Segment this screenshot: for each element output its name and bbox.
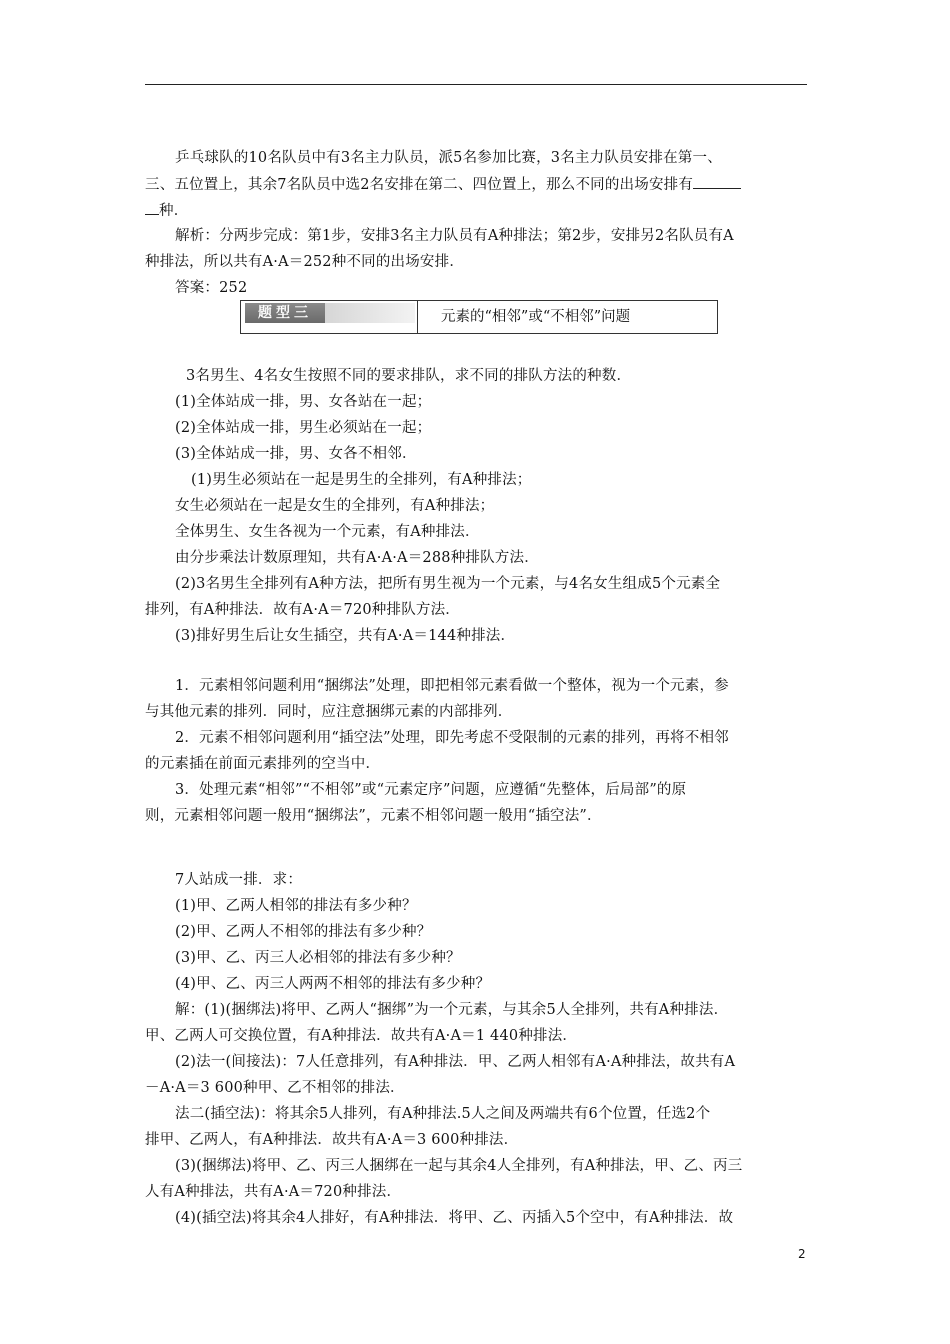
section-banner [240, 300, 718, 334]
note2-line2: 的元素插在前面元素排列的空当中． [145, 756, 381, 772]
note2-line1: 2．元素不相邻问题利用“插空法”处理，即先考虑不受限制的元素的排列，再将不相邻 [175, 730, 729, 746]
problem1-line2-text: 三、五位置上，其余7名队员中选2名安排在第二、四位置上，那么不同的出场安排有 [145, 177, 694, 193]
problem1-line2 [145, 174, 741, 195]
example-s1-line4: 由分步乘法计数原理知，共有A·A·A＝288种排队方法． [175, 550, 539, 566]
practice-a3-line1: (3)(捆绑法)将甲、乙、丙三人捆绑在一起与其余4人全排列，有A种排法，甲、乙、丙三 [175, 1158, 743, 1174]
note1-line1: 1．元素相邻问题利用“捆绑法”处理，即把相邻元素看做一个整体，视为一个元素，参 [175, 678, 729, 694]
practice-q4: (4)甲、乙、丙三人两两不相邻的排法有多少种？ [175, 976, 491, 992]
answer-blank-cont [145, 200, 159, 215]
header-rule [145, 84, 807, 85]
practice-a2-line1: (2)法一(间接法)：7人任意排列，有A种排法．甲、乙两人相邻有A·A种排法，故共有A [175, 1054, 736, 1070]
page-number: 2 [798, 1247, 806, 1261]
example-s2-line1: (2)3名男生全排列有A种方法，把所有男生视为一个元素，与4名女生组成5个元素全 [175, 576, 721, 592]
practice-q1: (1)甲、乙两人相邻的排法有多少种？ [175, 898, 417, 914]
example-stem: 3名男生、4名女生按照不同的要求排队，求不同的排队方法的种数． [186, 368, 632, 384]
problem1-line3-text: 种． [159, 203, 189, 219]
practice-a1-line2: 甲、乙两人可交换位置，有A种排法．故共有A·A＝1 440种排法． [145, 1028, 578, 1044]
example-s3: (3)排好男生后让女生插空，共有A·A＝144种排法． [175, 628, 516, 644]
practice-q2: (2)甲、乙两人不相邻的排法有多少种？ [175, 924, 432, 940]
problem1-analysis-line1: 解析：分两步完成：第1步，安排3名主力队员有A种排法；第2步，安排另2名队员有A [175, 228, 734, 244]
section-title: 元素的“相邻”或“不相邻”问题 [441, 309, 631, 325]
problem1-line1: 乒乓球队的10名队员中有3名主力队员，派5名参加比赛，3名主力队员安排在第一、 [175, 150, 722, 166]
practice-a2b-line1: 法二(插空法)：将其余5人排列，有A种排法.5人之间及两端共有6个位置，任选2个 [175, 1106, 711, 1122]
practice-a2b-line2: 排甲、乙两人，有A种排法．故共有A·A＝3 600种排法． [145, 1132, 519, 1148]
answer-blank [693, 174, 741, 189]
practice-stem: 7人站成一排．求： [175, 872, 303, 888]
section-tag-bar [325, 303, 415, 323]
example-q2: (2)全体站成一排，男生必须站在一起； [175, 420, 432, 436]
practice-a1-line1: 解：(1)(捆绑法)将甲、乙两人“捆绑”为一个元素，与其余5人全排列，共有A种排法． [175, 1002, 729, 1018]
practice-q3: (3)甲、乙、丙三人必相邻的排法有多少种？ [175, 950, 461, 966]
problem1-line3 [145, 200, 188, 221]
note1-line2: 与其他元素的排列．同时，应注意捆绑元素的内部排列． [145, 704, 513, 720]
section-tag: 题型三 [245, 303, 325, 323]
problem1-answer: 答案：252 [175, 280, 248, 296]
practice-a3-line2: 人有A种排法，共有A·A＝720种排法． [145, 1184, 402, 1200]
example-s1-line2: 女生必须站在一起是女生的全排列，有A种排法； [175, 498, 495, 514]
note3-line1: 3．处理元素“相邻”“不相邻”或“元素定序”问题，应遵循“先整体，后局部”的原 [175, 782, 687, 798]
example-q1: (1)全体站成一排，男、女各站在一起； [175, 394, 432, 410]
example-s1-line3: 全体男生、女生各视为一个元素，有A种排法． [175, 524, 480, 540]
example-q3: (3)全体站成一排，男、女各不相邻． [175, 446, 417, 462]
problem1-analysis-line2: 种排法，所以共有A·A＝252种不同的出场安排． [145, 254, 465, 270]
practice-a2-line2: －A·A＝3 600种甲、乙不相邻的排法． [145, 1080, 405, 1096]
section-divider [417, 301, 418, 333]
note3-line2: 则，元素相邻问题一般用“捆绑法”，元素不相邻问题一般用“插空法”． [145, 808, 602, 824]
example-s2-line2: 排列，有A种排法．故有A·A＝720种排队方法． [145, 602, 460, 618]
practice-a4-line1: (4)(插空法)将其余4人排好，有A种排法．将甲、乙、丙插入5个空中，有A种排法．故 [175, 1210, 734, 1226]
example-s1-line1: (1)男生必须站在一起是男生的全排列，有A种排法； [191, 472, 532, 488]
